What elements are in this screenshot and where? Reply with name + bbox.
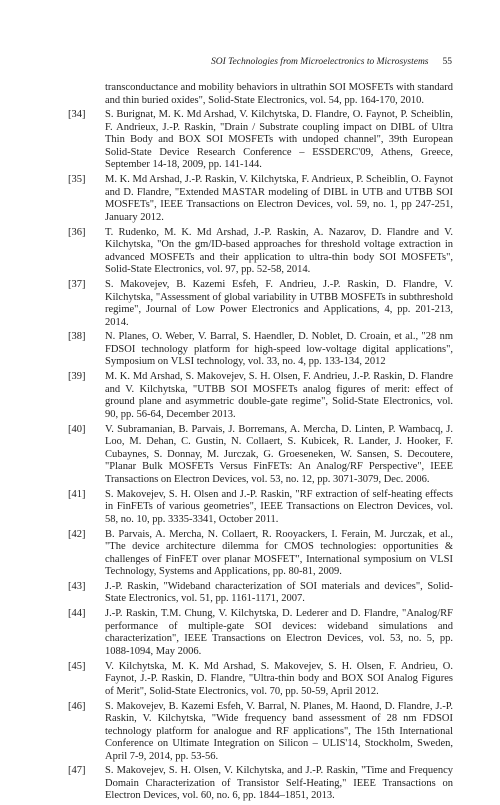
reference-text: V. Kilchytska, M. K. Md Arshad, S. Makovejev, S. H. Olsen, F. Andrieu, O. Faynot, J.-P. Raskin, D. Flandre, "Ultra-thin body and BOX SOI Analog Figures of Merit", Solid-State Electronics, vol. 70, pp. 50-59, April 2012. xyxy=(105,660,453,697)
reference-number: [36] xyxy=(68,226,86,238)
reference-text: S. Makovejev, B. Kazemi Esfeh, F. Andrieu, J.-P. Raskin, D. Flandre, V. Kilchytska, "Assessment of global variability in UTBB MOSFETs in subthreshold regime", Journal of Low Power Electronics and Applications, 4, pp. 201-213, 2014. xyxy=(105,279,453,328)
reference-item xyxy=(68,765,453,803)
reference-continuation: transconductance and mobility behaviors in ultrathin SOI MOSFETs with standard and thin buried oxides", Solid-State Electronics, vol. 54, pp. 164-170, 2010. xyxy=(105,82,453,106)
reference-number: [41] xyxy=(68,488,86,500)
reference-number: [42] xyxy=(68,528,86,540)
running-title: SOI Technologies from Microelectronics to Microsystems xyxy=(211,57,429,67)
reference-number: [35] xyxy=(68,174,86,186)
reference-number: [44] xyxy=(68,608,86,620)
reference-text: N. Planes, O. Weber, V. Barral, S. Haendler, D. Noblet, D. Croain, et al., "28 nm FDSOI technology platform for high-speed low-voltage digital applications", Symposium on VLSI technology, vol. 33, no. 4, pp. 133-134, 2012 xyxy=(105,331,453,368)
reference-text: V. Subramanian, B. Parvais, J. Borremans, A. Mercha, D. Linten, P. Wambacq, J. Loo, M. Dehan, C. Gustin, N. Collaert, S. Kubicek, R. Lander, J. Hooker, F. Cubaynes, S. Donnay, M. Jurczak, G. Groeseneken, W. Sansen, S. Decoutere, "Planar Bulk MOSFETs Versus FinFETs: An Analog/RF Perspective", IEEE Transactions on Electron Devices, vol. 53, no. 12, pp. 3071-3079, Dec. 2006. xyxy=(105,423,453,485)
reference-entries xyxy=(68,109,453,803)
reference-number: [45] xyxy=(68,660,86,672)
reference-text: J.-P. Raskin, "Wideband characterization of SOI materials and devices", Solid-State Electronics, vol. 51, pp. 1161-1171, 2007. xyxy=(105,580,453,605)
reference-text: S. Makovejev, S. H. Olsen, V. Kilchytska, and J.-P. Raskin, "Time and Frequency Domain Characterization of Transistor Self-Heating," IEEE Transactions on Electron Devices, vol. 60, no. 6, pp. 1844–1851, 2013. xyxy=(105,765,453,802)
reference-text: S. Makovejev, S. H. Olsen and J.-P. Raskin, "RF extraction of self-heating effects in FinFETs of various geometries", IEEE Transactions on Electron Devices, vol. 58, no. 10, pp. 3335-3341, October 2011. xyxy=(105,488,453,525)
reference-item xyxy=(68,174,453,224)
reference-text: M. K. Md Arshad, J.-P. Raskin, V. Kilchytska, F. Andrieux, P. Scheiblin, O. Faynot and D. Flandre, "Extended MASTAR modeling of DIBL in UTB and UTBB SOI MOSFETs", IEEE Transactions on Electron Devices, vol. 59, no. 1, pp 247-251, January 2012. xyxy=(105,174,453,223)
reference-item xyxy=(68,227,453,277)
reference-number: [38] xyxy=(68,331,86,343)
reference-item xyxy=(68,608,453,658)
reference-text: S. Burignat, M. K. Md Arshad, V. Kilchytska, D. Flandre, O. Faynot, P. Scheiblin, F. Andrieux, J.-P. Raskin, "Drain / Substrate coupling impact on DIBL of Ultra Thin Body and BOX SOI MOSFETs with undoped channel", 39th European Solid-State Device Research Conference – ESSDERC'09, Athens, Greece, September 14-18, 2009, pp. 141-144. xyxy=(105,109,453,171)
reference-text: J.-P. Raskin, T.M. Chung, V. Kilchytska, D. Lederer and D. Flandre, "Analog/RF performance of multiple-gate SOI devices: wideband simulations and characterization", IEEE Transactions on Electron Devices, vol. 53, no. 5, pp. 1088-1094, May 2006. xyxy=(105,608,453,657)
reference-number: [34] xyxy=(68,109,86,121)
reference-list xyxy=(68,82,453,805)
reference-number: [40] xyxy=(68,423,86,435)
reference-item xyxy=(68,424,453,487)
reference-item xyxy=(68,489,453,527)
reference-text: M. K. Md Arshad, S. Makovejev, S. H. Olsen, F. Andrieu, J.-P. Raskin, D. Flandre and V. Kilchytska, "UTBB SOI MOSFETs analog figures of merit: effect of ground plane and asymmetric double-gate regime", Solid-State Electronics, vol. 90, pp. 56-64, December 2013. xyxy=(105,371,453,420)
reference-number: [39] xyxy=(68,371,86,383)
reference-text: B. Parvais, A. Mercha, N. Collaert, R. Rooyackers, I. Ferain, M. Jurczak, et al., "The device architecture dilemma for CMOS technologies: opportunities & challenges of FinFET over planar MOSFET", International symposium on VLSI Technology, Systems and Applications, pp. 80-81, 2009. xyxy=(105,528,453,578)
reference-item xyxy=(68,331,453,369)
reference-item xyxy=(68,529,453,579)
reference-item xyxy=(68,701,453,764)
reference-number: [37] xyxy=(68,279,86,291)
reference-item xyxy=(68,581,453,606)
reference-number: [47] xyxy=(68,765,86,777)
running-header xyxy=(0,56,452,68)
reference-item xyxy=(68,279,453,329)
reference-number: [43] xyxy=(68,580,86,592)
reference-text: S. Makovejev, B. Kazemi Esfeh, V. Barral, N. Planes, M. Haond, D. Flandre, J.-P. Raskin, V. Kilchytska, "Wide frequency band assessment of 28 nm FDSOI technology platform for analogue and RF applications", The 15th International Conference on Ultimate Integration on Silicon – ULIS'14, Stockholm, Sweden, April 7-9, 2014, pp. 53-56. xyxy=(105,700,453,762)
reference-text: T. Rudenko, M. K. Md Arshad, J.-P. Raskin, A. Nazarov, D. Flandre and V. Kilchytska, "On the gm/ID-based approaches for threshold voltage extraction in advanced MOSFETs and their application to ultra-thin body SOI MOSFETs", Solid-State Electronics, vol. 97, pp. 52-58, 2014. xyxy=(105,226,453,276)
reference-item xyxy=(68,661,453,699)
reference-item xyxy=(68,109,453,172)
reference-item xyxy=(68,371,453,421)
reference-number: [46] xyxy=(68,700,86,712)
page-number: 55 xyxy=(442,57,452,67)
